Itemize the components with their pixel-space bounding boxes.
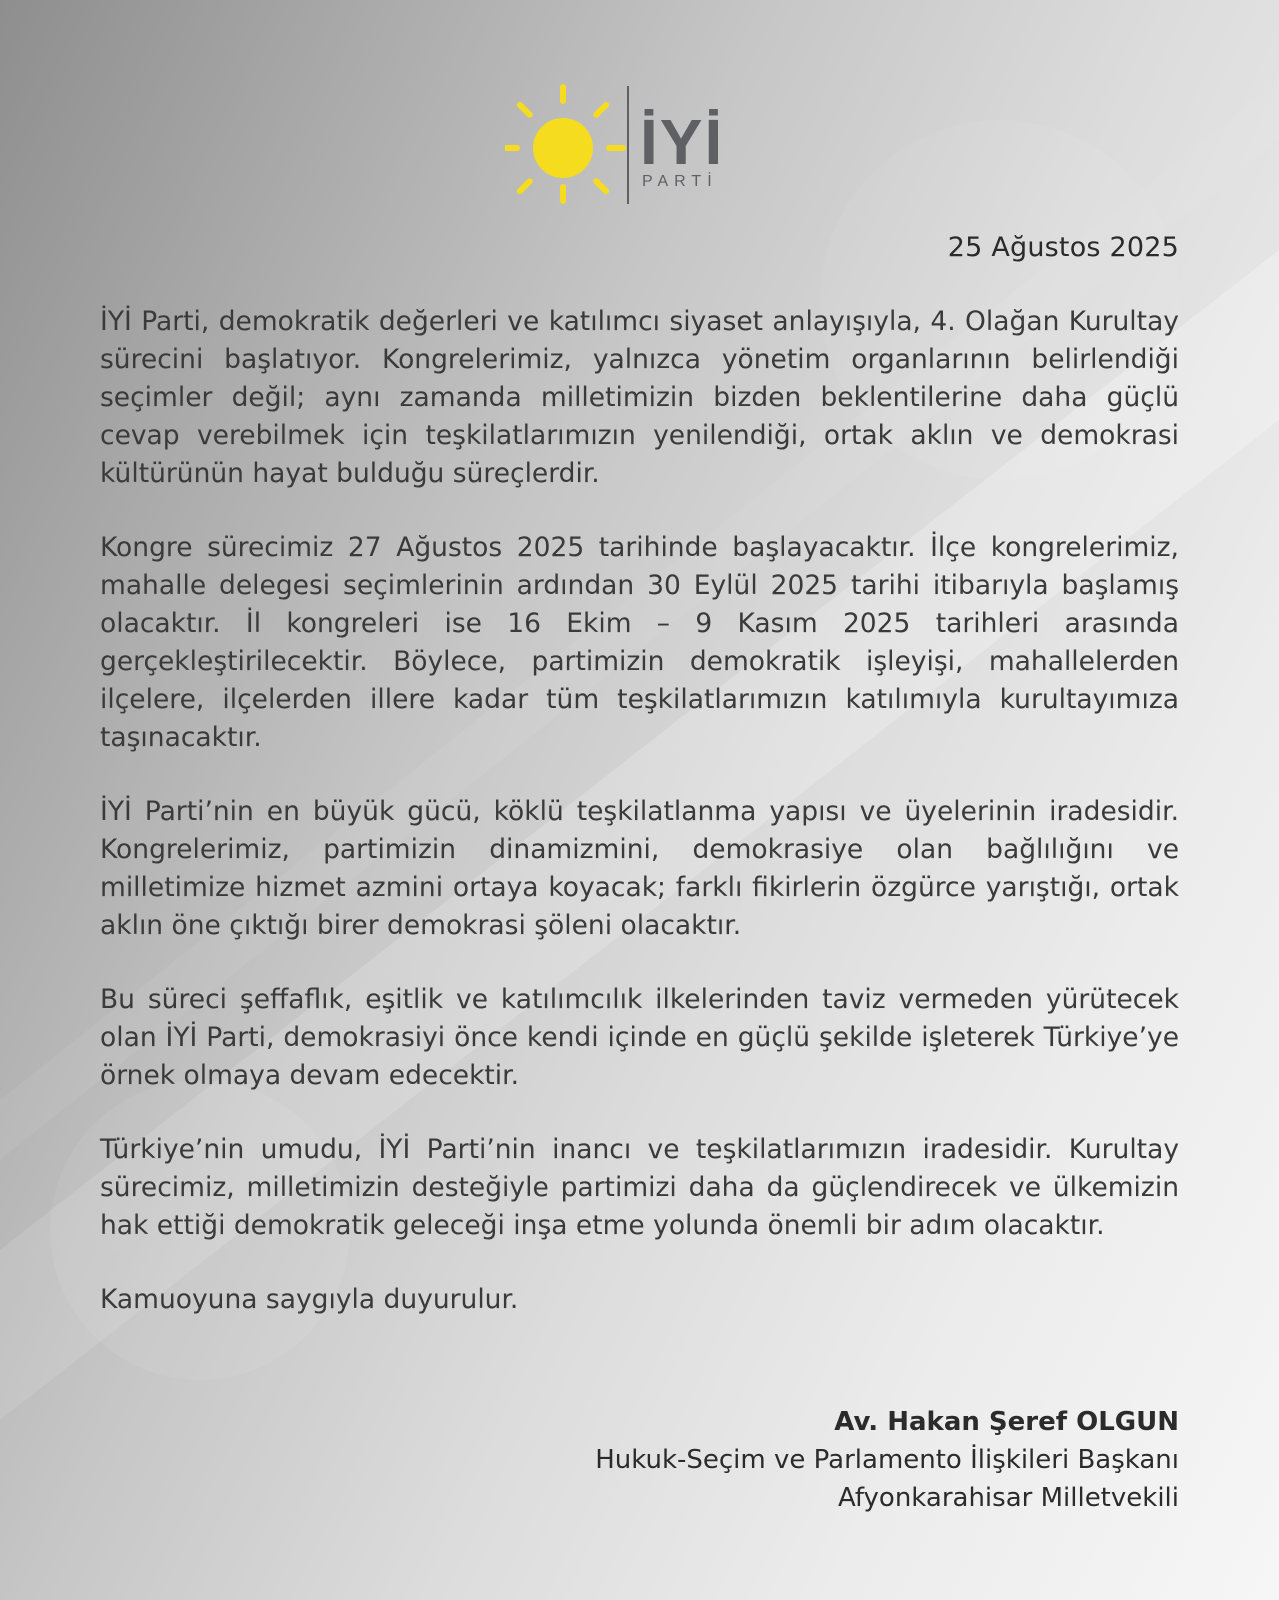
paragraph: İYİ Parti, demokratik değerleri ve katılımcı siyaset anlayışıyla, 4. Olağan Kurultay sürecini başlatıyor. Kongrelerimiz, yalnızca yönetim organlarının belirlendiği seçimler değil; aynı zamanda milletimizin bizden beklentilerine daha güçlü cevap verebilmek için teşkilatlarımızın yenilendiği, ortak aklın ve demokrasi kültürünün hayat bulduğu süreçlerdir.: [100, 306, 1179, 489]
logo-wordmark: İYİ: [640, 106, 725, 178]
closing-line: Kamuoyuna saygıyla duyurulur.: [100, 1284, 519, 1315]
paragraph: Türkiye’nin umudu, İYİ Parti’nin inancı ve teşkilatlarımızın iradesidir. Kurultay sürecimiz, milletimizin desteğiyle partimizi daha da güçlendirecek ve ülkemizin hak ettiği demokratik geleceği inşa etme yolunda önemli bir adım olacaktır.: [100, 1134, 1179, 1241]
paragraph: Bu süreci şeffaflık, eşitlik ve katılımcılık ilkelerinden taviz vermeden yürütecek olan İYİ Parti, demokrasiyi önce kendi içinde en güçlü şekilde işleterek Türkiye’ye örnek olmaya devam edecektir.: [100, 984, 1179, 1091]
document-body: [100, 303, 1179, 1355]
sun-icon: [505, 84, 626, 204]
iyi-parti-logo: [505, 82, 745, 212]
signatory-position: Afyonkarahisar Milletvekili: [837, 1483, 1179, 1513]
signatory-name: Av. Hakan Şeref OLGUN: [834, 1407, 1179, 1437]
paragraph: Kongre sürecimiz 27 Ağustos 2025 tarihinde başlayacaktır. İlçe kongrelerimiz, mahalle delegesi seçimlerinin ardından 30 Eylül 2025 tarihi itibarıyla başlamış olacaktır. İl kongreleri ise 16 Ekim – 9 Kasım 2025 tarihleri arasında gerçekleştirilecektir. Böylece, partimizin demokratik işleyişi, mahallelerden ilçelere, ilçelerden illere kadar tüm teşkilatlarımızın katılımıyla kurultayımıza taşınacaktır.: [100, 532, 1179, 753]
signature-block: [595, 1403, 1179, 1517]
signatory-title: Hukuk-Seçim ve Parlamento İlişkileri Başkanı: [595, 1445, 1179, 1475]
paragraph: İYİ Parti’nin en büyük gücü, köklü teşkilatlanma yapısı ve üyelerinin iradesidir. Kongrelerimiz, partimizin dinamizmini, demokrasiye olan bağlılığını ve milletimize hizmet azmini ortaya koyacak; farklı fikirlerin özgürce yarıştığı, ortak aklın öne çıktığı birer demokrasi şöleni olacaktır.: [100, 796, 1179, 941]
logo-subtitle: PARTİ: [642, 173, 718, 190]
document-date: 25 Ağustos 2025: [947, 232, 1179, 263]
